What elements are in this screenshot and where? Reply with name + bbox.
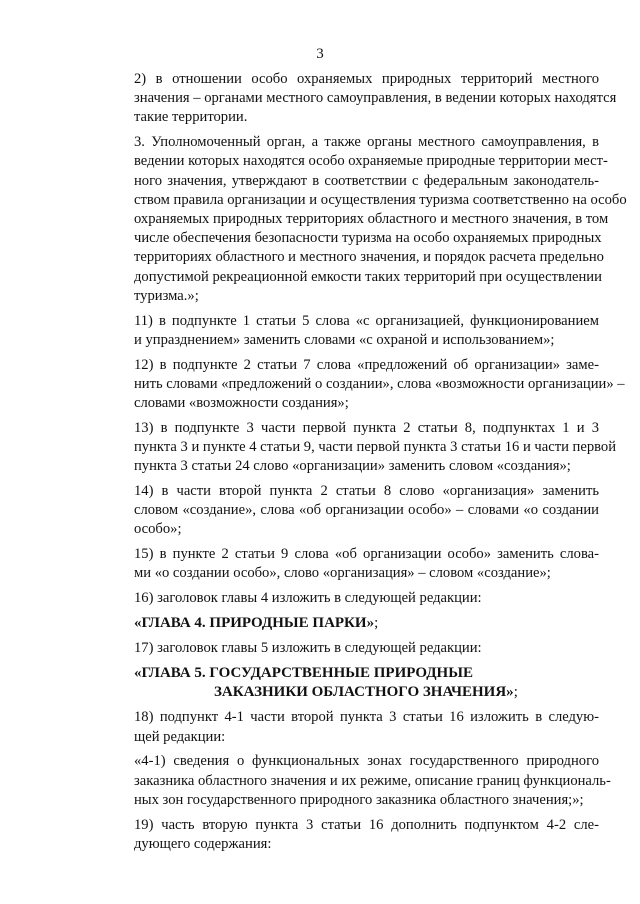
text-line: значения – органами местного самоуправления, в ведении которых находятся	[134, 90, 617, 107]
text-line: допустимой рекреационной емкости таких территорий при осуществлении	[134, 268, 602, 285]
text-line: туризма.»;	[134, 287, 199, 304]
text-line: словом «создание», слова «об организации особо» – словами «о создании	[134, 502, 599, 519]
text-line: числе обеспечения безопасности туризма на особо охраняемых природных	[134, 230, 602, 247]
text-line: пункта 3 и пункте 4 статьи 9, части первой пункта 3 статьи 16 и части первой	[134, 439, 617, 456]
text-line: 19) часть вторую пункта 3 статьи 16 дополнить подпунктом 4-2 сле-	[134, 816, 599, 833]
paragraph-17	[94, 639, 599, 658]
text-line: 18) подпункт 4-1 части второй пункта 3 статьи 16 изложить в следую-	[134, 709, 599, 726]
page-number: 3	[316, 46, 324, 62]
text-line: дующего содержания:	[134, 835, 272, 852]
text-line: «4-1) сведения о функциональных зонах государственного природного	[134, 753, 599, 770]
text-line: 12) в подпункте 2 статьи 7 слова «предложений об организации» заме-	[134, 356, 599, 373]
text-line: словами «возможности создания»;	[134, 395, 349, 412]
paragraph-2	[94, 70, 617, 128]
paragraph-14	[94, 482, 599, 540]
text-line: ми «о создании особо», слово «организация» – словом «создание»;	[134, 565, 551, 582]
text-line: 2) в отношении особо охраняемых природных территорий местного	[134, 71, 599, 87]
heading-suffix: ;	[374, 615, 379, 632]
heading-text: «ГЛАВА 4. ПРИРОДНЫЕ ПАРКИ»	[134, 615, 375, 632]
text-line: охраняемых природных территориях областного и местного значения, в том	[134, 211, 609, 228]
text-line: особо»;	[134, 521, 182, 538]
paragraph-13	[94, 419, 617, 477]
paragraph-19	[94, 816, 599, 854]
heading-suffix: ;	[513, 684, 518, 701]
heading-line-2-wrap	[134, 683, 599, 702]
chapter-5-heading	[94, 664, 599, 702]
paragraph-3	[94, 133, 627, 306]
text-line: такие территории.	[134, 109, 248, 126]
text-line: ством правила организации и осуществления туризма соответственно на особо	[134, 191, 627, 208]
text-line: 14) в части второй пункта 2 статьи 8 слово «организация» заменить	[134, 483, 599, 500]
heading-line-1: «ГЛАВА 5. ГОСУДАРСТВЕННЫЕ ПРИРОДНЫЕ	[134, 665, 473, 682]
text-line: 11) в подпункте 1 статьи 5 слова «с организацией, функционированием	[134, 312, 599, 329]
document-body	[94, 70, 627, 860]
text-line: ных зон государственного природного заказника областного значения;»;	[134, 791, 584, 808]
paragraph-11	[94, 312, 599, 350]
text-line: заказника областного значения и их режиме, описание границ функциональ-	[134, 772, 611, 789]
text-line: ного значения, утверждают в соответствии с федеральным законодатель-	[134, 172, 599, 189]
text-line: территориях областного и местного значения, и порядок расчета предельно	[134, 249, 604, 266]
text-line: нить словами «предложений о создании», слова «возможности организации» –	[134, 375, 625, 392]
text-line: ведении которых находятся особо охраняемые природные территории мест-	[134, 153, 608, 170]
heading-line-2: ЗАКАЗНИКИ ОБЛАСТНОГО ЗНАЧЕНИЯ»	[214, 684, 514, 701]
paragraph-18	[94, 708, 599, 746]
text-line: щей редакции:	[134, 728, 226, 745]
paragraph-12	[94, 356, 625, 414]
text-line: 17) заголовок главы 5 изложить в следующей редакции:	[134, 640, 482, 657]
text-line: 3. Уполномоченный орган, а также органы местного самоуправления, в	[134, 134, 599, 151]
chapter-4-heading	[94, 614, 599, 633]
text-line: и упразднением» заменить словами «с охраной и использованием»;	[134, 331, 555, 348]
paragraph-16	[94, 589, 599, 608]
text-line: 16) заголовок главы 4 изложить в следующей редакции:	[134, 590, 482, 607]
text-line: 15) в пункте 2 статьи 9 слова «об организации особо» заменить слова-	[134, 546, 599, 563]
text-line: пункта 3 статьи 24 слово «организации» заменить словом «создания»;	[134, 458, 571, 475]
paragraph-15	[94, 545, 599, 583]
quoted-subparagraph-4-1	[94, 752, 611, 810]
text-line: 13) в подпункте 3 части первой пункта 2 статьи 8, подпунктах 1 и 3	[134, 419, 599, 436]
